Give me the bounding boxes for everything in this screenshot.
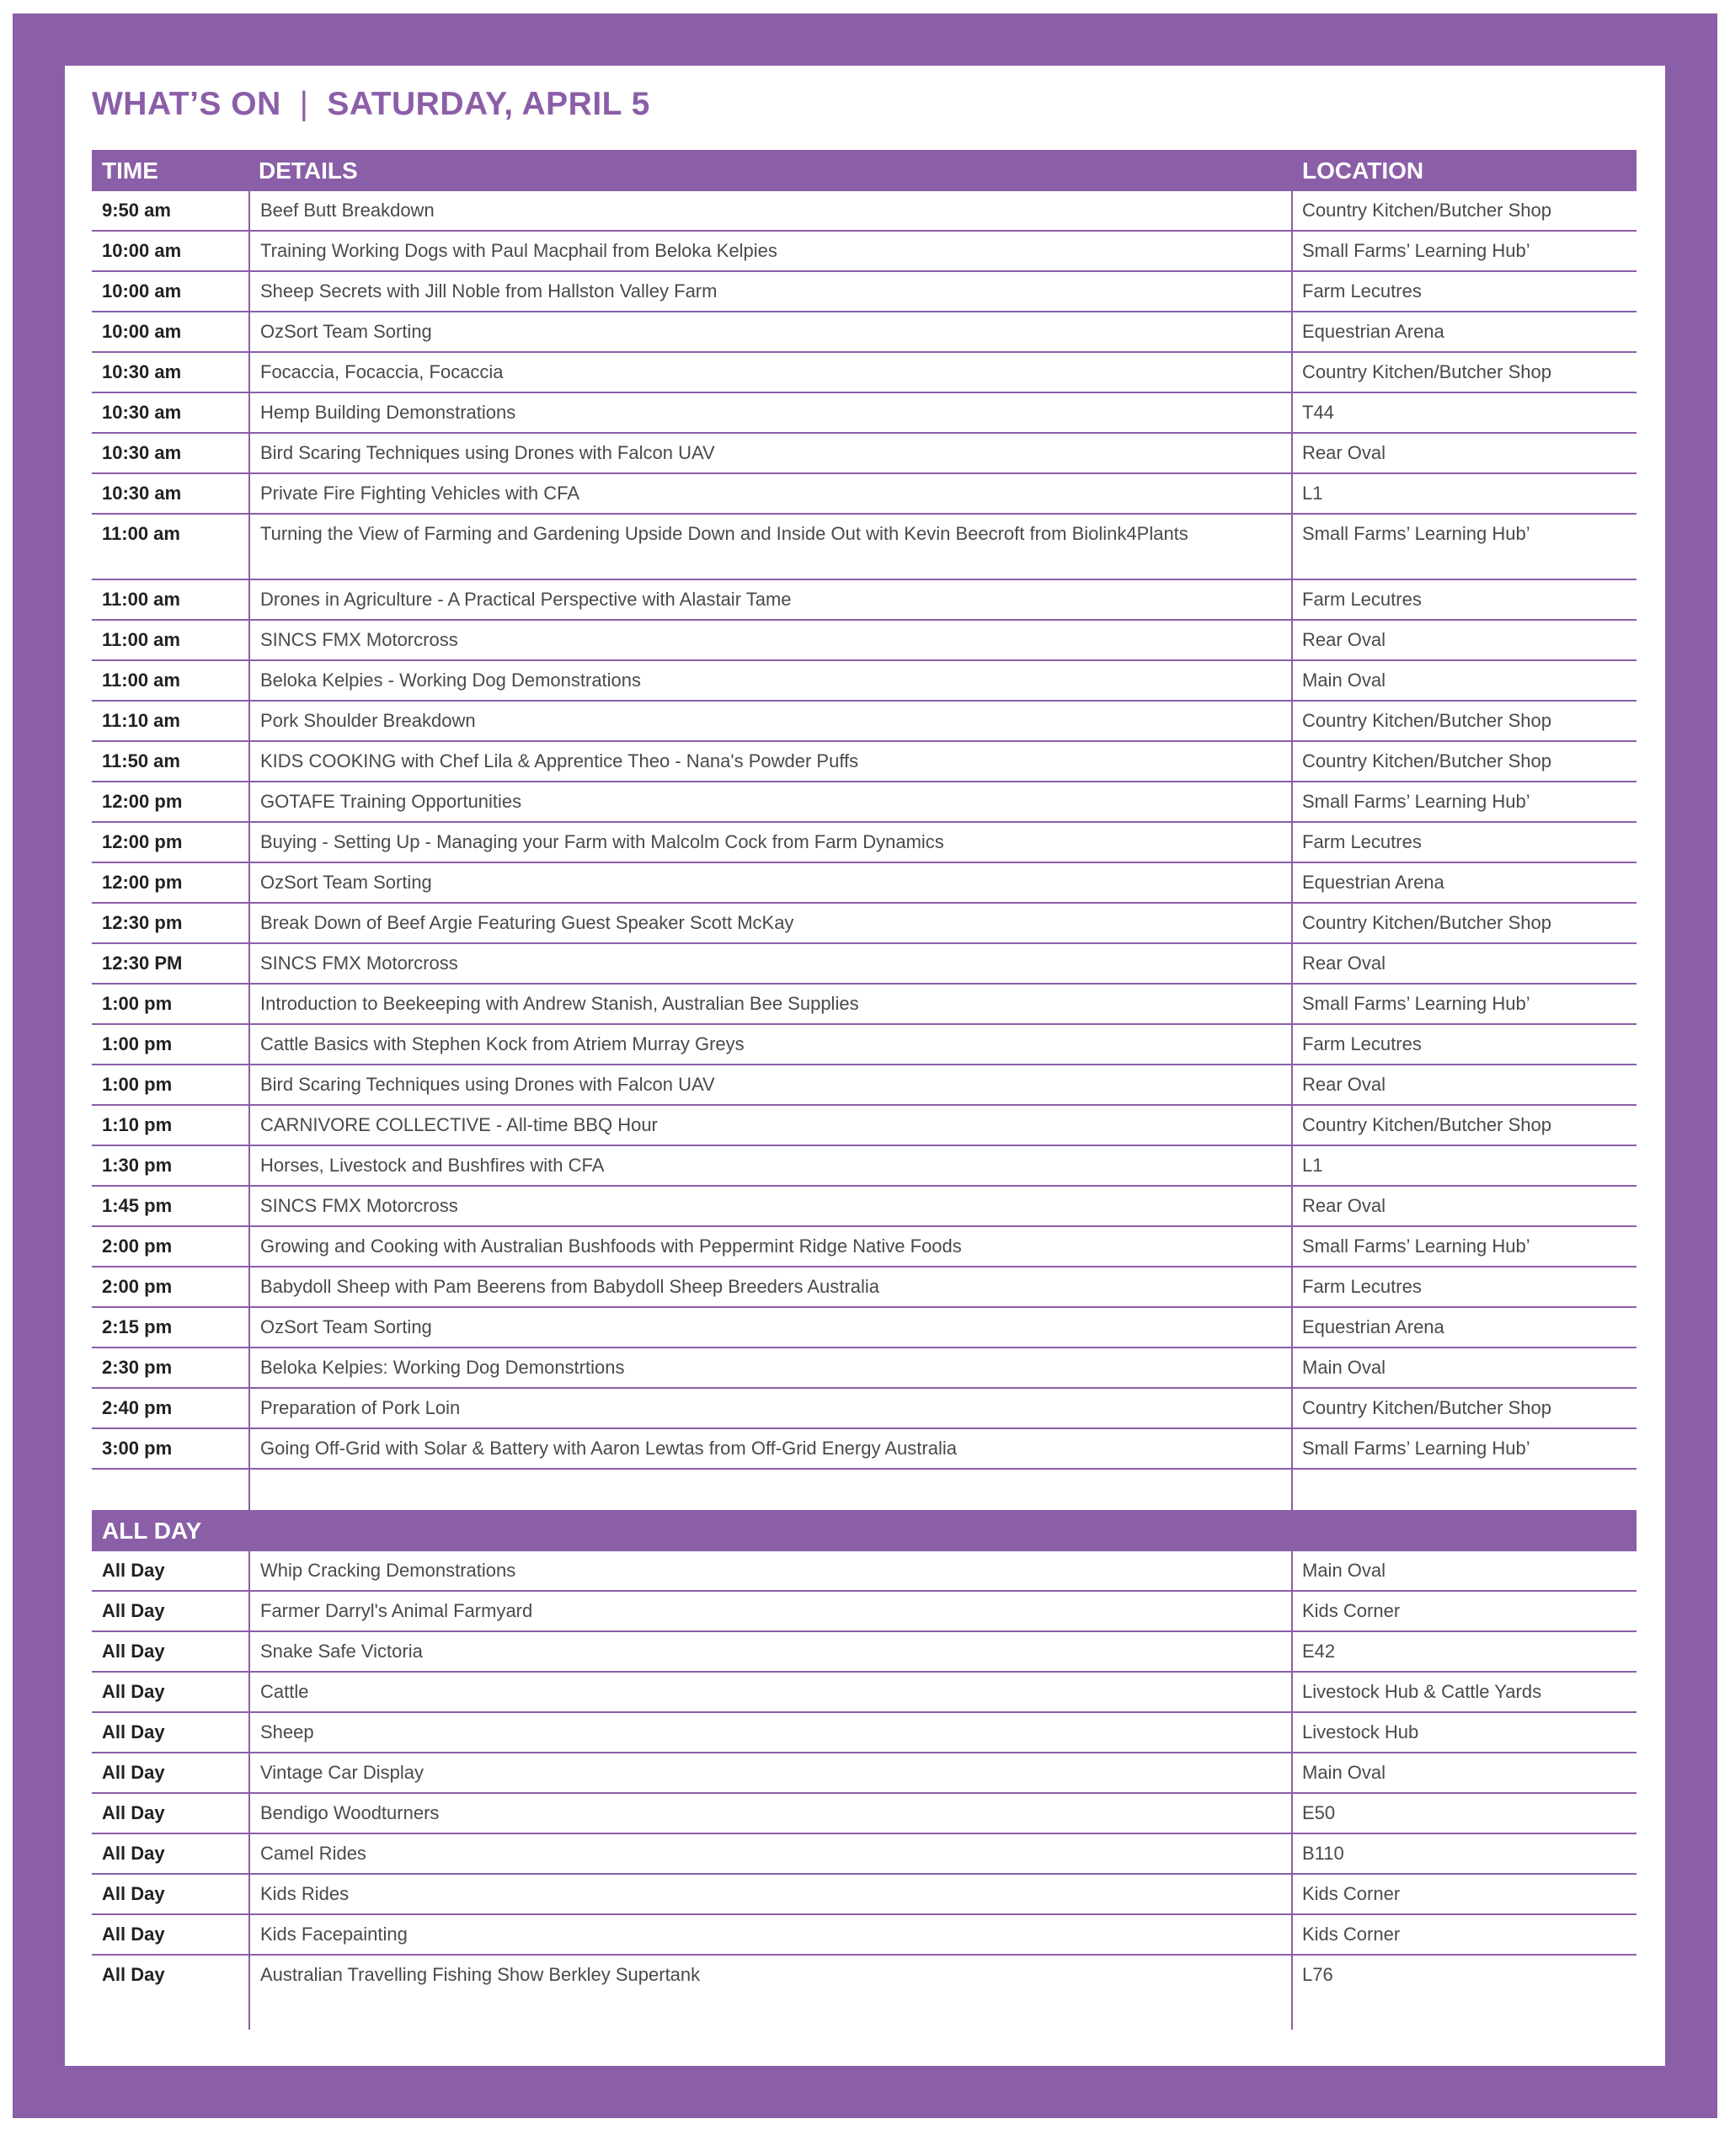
cell-location: Livestock Hub & Cattle Yards [1302,1681,1542,1702]
cell-location: E42 [1302,1641,1336,1662]
cell-details: Bird Scaring Techniques using Drones with Falcon UAV [248,434,1293,472]
cell-details: Bird Scaring Techniques using Drones with Falcon UAV [248,1065,1293,1104]
all-day-row [92,1632,1637,1673]
cell-time: 10:30 am [102,483,182,504]
cell-details: OzSort Team Sorting [248,1308,1293,1347]
cell-details: KIDS COOKING with Chef Lila & Apprentice Theo - Nana's Powder Puffs [248,742,1293,781]
all-day-row [92,1713,1637,1753]
cell-location: Main Oval [1302,1560,1386,1581]
cell-location: Rear Oval [1302,442,1386,463]
cell-location: Main Oval [1302,1762,1386,1783]
cell-time: 12:00 pm [102,872,183,893]
schedule-row [92,1025,1637,1065]
cell-location: Country Kitchen/Butcher Shop [1302,1114,1551,1135]
cell-details: Kids Rides [248,1875,1293,1913]
cell-time: All Day [102,1843,165,1864]
table-tail [92,1996,1637,2030]
cell-location: Country Kitchen/Butcher Shop [1302,1397,1551,1418]
schedule-panel [65,66,1665,2066]
schedule-row [92,782,1637,823]
schedule-row [92,474,1637,515]
cell-details: Vintage Car Display [248,1753,1293,1792]
cell-time: 2:15 pm [102,1316,173,1337]
schedule-row [92,621,1637,661]
cell-details: Australian Travelling Fishing Show Berkley Supertank [248,1956,1293,1996]
cell-details: Cattle Basics with Stephen Kock from Atriem Murray Greys [248,1025,1293,1064]
title-separator: | [299,86,309,122]
schedule-row [92,191,1637,232]
schedule-table [92,150,1637,2030]
cell-time: 12:30 PM [102,953,183,974]
cell-location: Country Kitchen/Butcher Shop [1302,750,1551,771]
schedule-row [92,1227,1637,1267]
cell-time: 3:00 pm [102,1438,173,1459]
cell-time: 11:00 am [102,523,180,544]
cell-location: Small Farms’ Learning Hub’ [1302,993,1530,1014]
schedule-row [92,904,1637,944]
cell-location: Main Oval [1302,670,1386,691]
cell-details: Buying - Setting Up - Managing your Farm with Malcolm Cock from Farm Dynamics [248,823,1293,862]
cell-details: Babydoll Sheep with Pam Beerens from Babydoll Sheep Breeders Australia [248,1267,1293,1306]
schedule-row [92,1187,1637,1227]
cell-location: T44 [1302,402,1334,423]
cell-details: Bendigo Woodturners [248,1794,1293,1833]
cell-time: All Day [102,1802,165,1823]
spacer-cell-details [248,1470,1293,1510]
cell-time: 12:30 pm [102,912,183,933]
cell-details: Cattle [248,1673,1293,1711]
spacer-row [92,1470,1637,1510]
schedule-row [92,985,1637,1025]
tail-cell-location [1293,1996,1637,2030]
cell-time: 12:00 pm [102,831,183,852]
cell-time: 2:40 pm [102,1397,173,1418]
cell-location: Farm Lecutres [1302,1276,1422,1297]
cell-location: Rear Oval [1302,1195,1386,1216]
cell-details: CARNIVORE COLLECTIVE - All-time BBQ Hour [248,1106,1293,1145]
cell-details: Whip Cracking Demonstrations [248,1551,1293,1590]
cell-location: B110 [1302,1843,1344,1864]
cell-details: SINCS FMX Motorcross [248,944,1293,983]
schedule-row [92,661,1637,702]
cell-time: 11:00 am [102,589,180,610]
all-day-row [92,1753,1637,1794]
all-day-row [92,1875,1637,1915]
cell-location: E50 [1302,1802,1336,1823]
schedule-row [92,823,1637,863]
schedule-rows [92,191,1637,1470]
cell-time: 10:00 am [102,321,182,342]
schedule-row [92,580,1637,621]
column-header-time: TIME [102,157,158,184]
cell-details: Beloka Kelpies - Working Dog Demonstrations [248,661,1293,700]
tail-cell-details [248,1996,1293,2030]
spacer-cell-location [1293,1470,1637,1510]
schedule-row [92,1389,1637,1429]
cell-details: Turning the View of Farming and Gardening Upside Down and Inside Out with Kevin Beecroft from Biolink4Plants [248,515,1293,579]
cell-location: Rear Oval [1302,629,1386,650]
schedule-row [92,312,1637,353]
cell-location: Livestock Hub [1302,1721,1419,1742]
cell-details: Kids Facepainting [248,1915,1293,1954]
cell-location: Kids Corner [1302,1883,1401,1904]
cell-details: Farmer Darryl's Animal Farmyard [248,1592,1293,1630]
cell-time: 2:00 pm [102,1235,173,1257]
cell-location: Kids Corner [1302,1600,1401,1621]
cell-time: 1:10 pm [102,1114,173,1135]
cell-details: Focaccia, Focaccia, Focaccia [248,353,1293,392]
cell-details: Sheep [248,1713,1293,1752]
cell-details: Pork Shoulder Breakdown [248,702,1293,740]
cell-details: Going Off-Grid with Solar & Battery with Aaron Lewtas from Off-Grid Energy Australia [248,1429,1293,1468]
cell-details: OzSort Team Sorting [248,863,1293,902]
cell-details: Growing and Cooking with Australian Bushfoods with Peppermint Ridge Native Foods [248,1227,1293,1266]
cell-details: Snake Safe Victoria [248,1632,1293,1671]
cell-time: 11:10 am [102,710,180,731]
column-header-location: LOCATION [1302,157,1424,184]
cell-details: SINCS FMX Motorcross [248,1187,1293,1225]
cell-time: All Day [102,1721,165,1742]
spacer-cell-time [92,1470,248,1510]
cell-details: Camel Rides [248,1834,1293,1873]
cell-location: Equestrian Arena [1302,1316,1444,1337]
column-header-details: DETAILS [259,157,358,184]
all-day-heading: ALL DAY [92,1510,1637,1551]
cell-time: All Day [102,1681,165,1702]
cell-time: 1:00 pm [102,993,173,1014]
cell-location: Farm Lecutres [1302,1033,1422,1054]
cell-time: 10:00 am [102,280,182,302]
cell-time: 2:30 pm [102,1357,173,1378]
cell-location: Country Kitchen/Butcher Shop [1302,710,1551,731]
schedule-row [92,1065,1637,1106]
cell-location: Country Kitchen/Butcher Shop [1302,361,1551,382]
cell-time: All Day [102,1924,165,1945]
cell-location: Rear Oval [1302,953,1386,974]
cell-location: Farm Lecutres [1302,280,1422,302]
cell-location: Main Oval [1302,1357,1386,1378]
cell-time: 9:50 am [102,200,171,221]
cell-location: L1 [1302,483,1323,504]
cell-details: Private Fire Fighting Vehicles with CFA [248,474,1293,513]
cell-details: Break Down of Beef Argie Featuring Guest Speaker Scott McKay [248,904,1293,942]
cell-details: Drones in Agriculture - A Practical Perspective with Alastair Tame [248,580,1293,619]
title-whats-on: WHAT’S ON [92,86,281,122]
all-day-row [92,1956,1637,1996]
cell-time: 1:45 pm [102,1195,173,1216]
cell-location: Small Farms’ Learning Hub’ [1302,1438,1530,1459]
schedule-row [92,702,1637,742]
cell-time: 10:30 am [102,442,182,463]
cell-details: Hemp Building Demonstrations [248,393,1293,432]
schedule-row [92,1267,1637,1308]
cell-location: Country Kitchen/Butcher Shop [1302,200,1551,221]
schedule-row [92,742,1637,782]
cell-time: 1:00 pm [102,1033,173,1054]
schedule-row [92,232,1637,272]
cell-time: 1:00 pm [102,1074,173,1095]
page-border [13,13,1717,2118]
cell-location: Small Farms’ Learning Hub’ [1302,1235,1530,1257]
cell-details: GOTAFE Training Opportunities [248,782,1293,821]
schedule-row [92,434,1637,474]
schedule-row [92,863,1637,904]
schedule-row [92,1106,1637,1146]
schedule-row [92,353,1637,393]
cell-location: Country Kitchen/Butcher Shop [1302,912,1551,933]
tail-cell-time [92,1996,248,2030]
cell-location: Kids Corner [1302,1924,1401,1945]
all-day-row [92,1673,1637,1713]
cell-time: All Day [102,1600,165,1621]
cell-time: 10:30 am [102,402,182,423]
cell-details: Introduction to Beekeeping with Andrew Stanish, Australian Bee Supplies [248,985,1293,1023]
cell-location: Small Farms’ Learning Hub’ [1302,523,1530,544]
cell-time: 1:30 pm [102,1155,173,1176]
schedule-row [92,272,1637,312]
cell-time: All Day [102,1762,165,1783]
cell-details: Preparation of Pork Loin [248,1389,1293,1428]
cell-details: Beef Butt Breakdown [248,191,1293,230]
cell-location: Farm Lecutres [1302,589,1422,610]
cell-location: Farm Lecutres [1302,831,1422,852]
all-day-row [92,1794,1637,1834]
schedule-row [92,393,1637,434]
cell-details: Horses, Livestock and Bushfires with CFA [248,1146,1293,1185]
schedule-row [92,1146,1637,1187]
title-date: SATURDAY, APRIL 5 [327,86,650,122]
cell-time: 11:00 am [102,629,180,650]
cell-location: Equestrian Arena [1302,872,1444,893]
cell-location: L76 [1302,1964,1333,1985]
schedule-row [92,1429,1637,1470]
cell-details: SINCS FMX Motorcross [248,621,1293,659]
cell-time: All Day [102,1964,165,1985]
cell-details: Training Working Dogs with Paul Macphail from Beloka Kelpies [248,232,1293,270]
cell-details: OzSort Team Sorting [248,312,1293,351]
cell-details: Sheep Secrets with Jill Noble from Hallston Valley Farm [248,272,1293,311]
cell-time: 11:50 am [102,750,180,771]
schedule-row [92,515,1637,580]
cell-location: Small Farms’ Learning Hub’ [1302,240,1530,261]
cell-location: L1 [1302,1155,1323,1176]
cell-time: 10:00 am [102,240,182,261]
cell-time: 10:30 am [102,361,182,382]
all-day-row [92,1834,1637,1875]
cell-location: Equestrian Arena [1302,321,1444,342]
page-title [92,86,650,123]
cell-time: All Day [102,1560,165,1581]
cell-details: Beloka Kelpies: Working Dog Demonstrtions [248,1348,1293,1387]
cell-time: 12:00 pm [102,791,183,812]
table-header [92,150,1637,191]
all-day-rows [92,1551,1637,1996]
schedule-row [92,944,1637,985]
schedule-row [92,1308,1637,1348]
cell-time: 11:00 am [102,670,180,691]
cell-location: Rear Oval [1302,1074,1386,1095]
cell-time: All Day [102,1641,165,1662]
cell-time: All Day [102,1883,165,1904]
cell-time: 2:00 pm [102,1276,173,1297]
all-day-row [92,1915,1637,1956]
all-day-row [92,1592,1637,1632]
all-day-row [92,1551,1637,1592]
schedule-row [92,1348,1637,1389]
cell-location: Small Farms’ Learning Hub’ [1302,791,1530,812]
